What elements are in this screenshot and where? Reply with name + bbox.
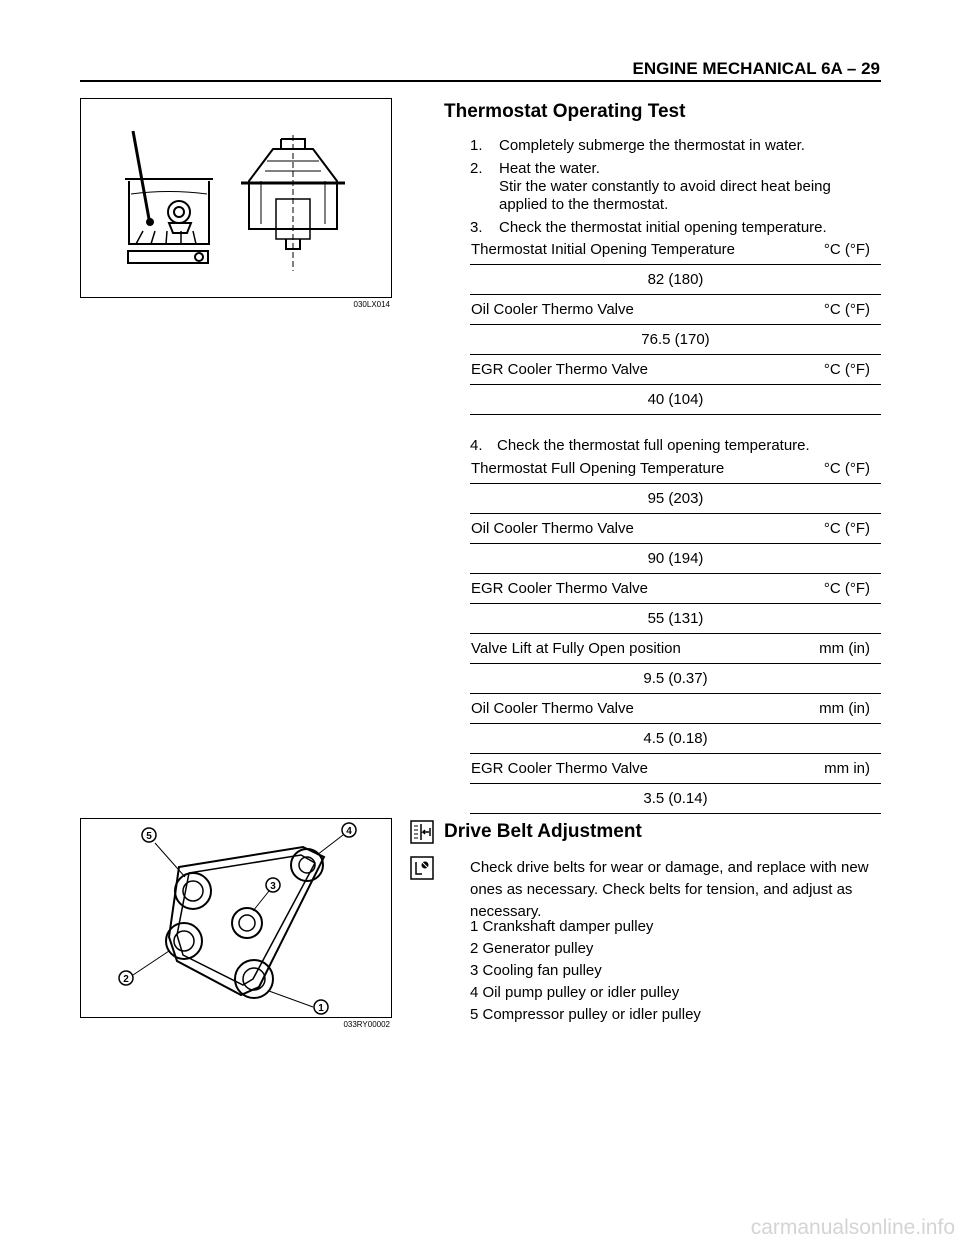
spec-value: 95 (203) bbox=[647, 490, 704, 507]
page-header: ENGINE MECHANICAL 6A – 29 bbox=[632, 59, 880, 78]
callout-5: 5 bbox=[146, 831, 152, 842]
spec-value: 82 (180) bbox=[647, 271, 704, 288]
figure-drive-belt bbox=[80, 818, 392, 1018]
drive-belt-description: Check drive belts for wear or damage, and replace with new ones as necessary. Check belts for tension, and adjust as necessary. bbox=[470, 859, 869, 920]
spec-value: 76.5 (170) bbox=[641, 331, 710, 348]
spec-label: EGR Cooler Thermo Valve bbox=[471, 361, 649, 378]
step-text: Check the thermostat full opening temperature. bbox=[497, 437, 810, 454]
step-1 bbox=[470, 137, 890, 155]
list-item: 2 Generator pulley bbox=[470, 940, 594, 957]
spec-header-row bbox=[470, 514, 881, 544]
drive-belt-illustration bbox=[81, 819, 391, 1017]
step-number: 1. bbox=[470, 137, 483, 154]
spec-header-row bbox=[470, 355, 881, 385]
spec-label: Thermostat Full Opening Temperature bbox=[471, 460, 725, 477]
spec-unit: °C (°F) bbox=[823, 301, 870, 318]
section-title-drive-belt: Drive Belt Adjustment bbox=[444, 821, 642, 842]
spec-value-row bbox=[470, 664, 881, 694]
step-number: 2. bbox=[470, 160, 483, 177]
spec-value: 40 (104) bbox=[647, 391, 704, 408]
spec-table-full-opening bbox=[470, 454, 881, 814]
callout-2: 2 bbox=[123, 974, 129, 985]
spec-value: 55 (131) bbox=[647, 610, 704, 627]
spec-value-row bbox=[470, 325, 881, 355]
step-text: Completely submerge the thermostat in water. bbox=[499, 137, 805, 154]
inspect-icon-svg bbox=[410, 856, 434, 880]
watermark: carmanualsonline.info bbox=[750, 1216, 955, 1239]
adjustment-icon-svg bbox=[410, 820, 434, 844]
spec-value: 3.5 (0.14) bbox=[643, 790, 708, 807]
spec-unit: °C (°F) bbox=[823, 361, 870, 378]
spec-unit: mm (in) bbox=[819, 640, 870, 657]
spec-unit: °C (°F) bbox=[823, 241, 870, 258]
adjustment-icon bbox=[410, 820, 434, 844]
section-title-thermostat-test: Thermostat Operating Test bbox=[444, 101, 686, 122]
step-text: Check the thermostat initial opening temperature. bbox=[499, 219, 827, 236]
spec-header-row bbox=[470, 694, 881, 724]
spec-table-initial-opening bbox=[470, 235, 881, 415]
pulley-list bbox=[470, 916, 870, 1026]
spec-header-row bbox=[470, 574, 881, 604]
spec-unit: °C (°F) bbox=[823, 460, 870, 477]
spec-label: Thermostat Initial Opening Temperature bbox=[471, 241, 736, 258]
step-2 bbox=[470, 160, 890, 216]
spec-value-row bbox=[470, 784, 881, 814]
list-item: 1 Crankshaft damper pulley bbox=[470, 918, 654, 935]
header-rule bbox=[80, 80, 881, 82]
spec-header-row bbox=[470, 634, 881, 664]
inspect-icon bbox=[410, 856, 434, 880]
spec-value-row bbox=[470, 544, 881, 574]
figure-code: 033RY00002 bbox=[343, 1020, 390, 1029]
callout-1: 1 bbox=[318, 1003, 324, 1014]
step-subtext: Stir the water constantly to avoid direct heat being applied to the thermostat. bbox=[499, 178, 831, 213]
spec-unit: mm in) bbox=[824, 760, 870, 777]
spec-value: 4.5 (0.18) bbox=[643, 730, 708, 747]
spec-unit: °C (°F) bbox=[823, 520, 870, 537]
step-number: 3. bbox=[470, 219, 483, 236]
spec-value: 90 (194) bbox=[647, 550, 704, 567]
step-number: 4. bbox=[470, 437, 483, 454]
list-item: 5 Compressor pulley or idler pulley bbox=[470, 1006, 701, 1023]
spec-value: 9.5 (0.37) bbox=[643, 670, 708, 687]
list-item: 3 Cooling fan pulley bbox=[470, 962, 602, 979]
spec-label: EGR Cooler Thermo Valve bbox=[471, 760, 649, 777]
spec-label: Valve Lift at Fully Open position bbox=[471, 640, 681, 657]
list-item: 4 Oil pump pulley or idler pulley bbox=[470, 984, 680, 1001]
spec-label: Oil Cooler Thermo Valve bbox=[471, 301, 634, 318]
callout-3: 3 bbox=[270, 881, 276, 892]
callout-4: 4 bbox=[346, 826, 352, 837]
spec-value-row bbox=[470, 265, 881, 295]
figure-thermostat-test bbox=[80, 98, 392, 298]
spec-header-row bbox=[470, 754, 881, 784]
spec-label: Oil Cooler Thermo Valve bbox=[471, 700, 634, 717]
figure-code: 030LX014 bbox=[353, 300, 390, 309]
spec-value-row bbox=[470, 484, 881, 514]
step-4 bbox=[470, 437, 890, 455]
thermostat-test-illustration bbox=[81, 99, 391, 297]
spec-value-row bbox=[470, 385, 881, 415]
spec-label: EGR Cooler Thermo Valve bbox=[471, 580, 649, 597]
step-text: Heat the water. bbox=[499, 160, 600, 177]
spec-header-row bbox=[470, 454, 881, 484]
spec-label: Oil Cooler Thermo Valve bbox=[471, 520, 634, 537]
spec-value-row bbox=[470, 604, 881, 634]
spec-value-row bbox=[470, 724, 881, 754]
spec-unit: mm (in) bbox=[819, 700, 870, 717]
spec-unit: °C (°F) bbox=[823, 580, 870, 597]
spec-header-row bbox=[470, 235, 881, 265]
spec-header-row bbox=[470, 295, 881, 325]
